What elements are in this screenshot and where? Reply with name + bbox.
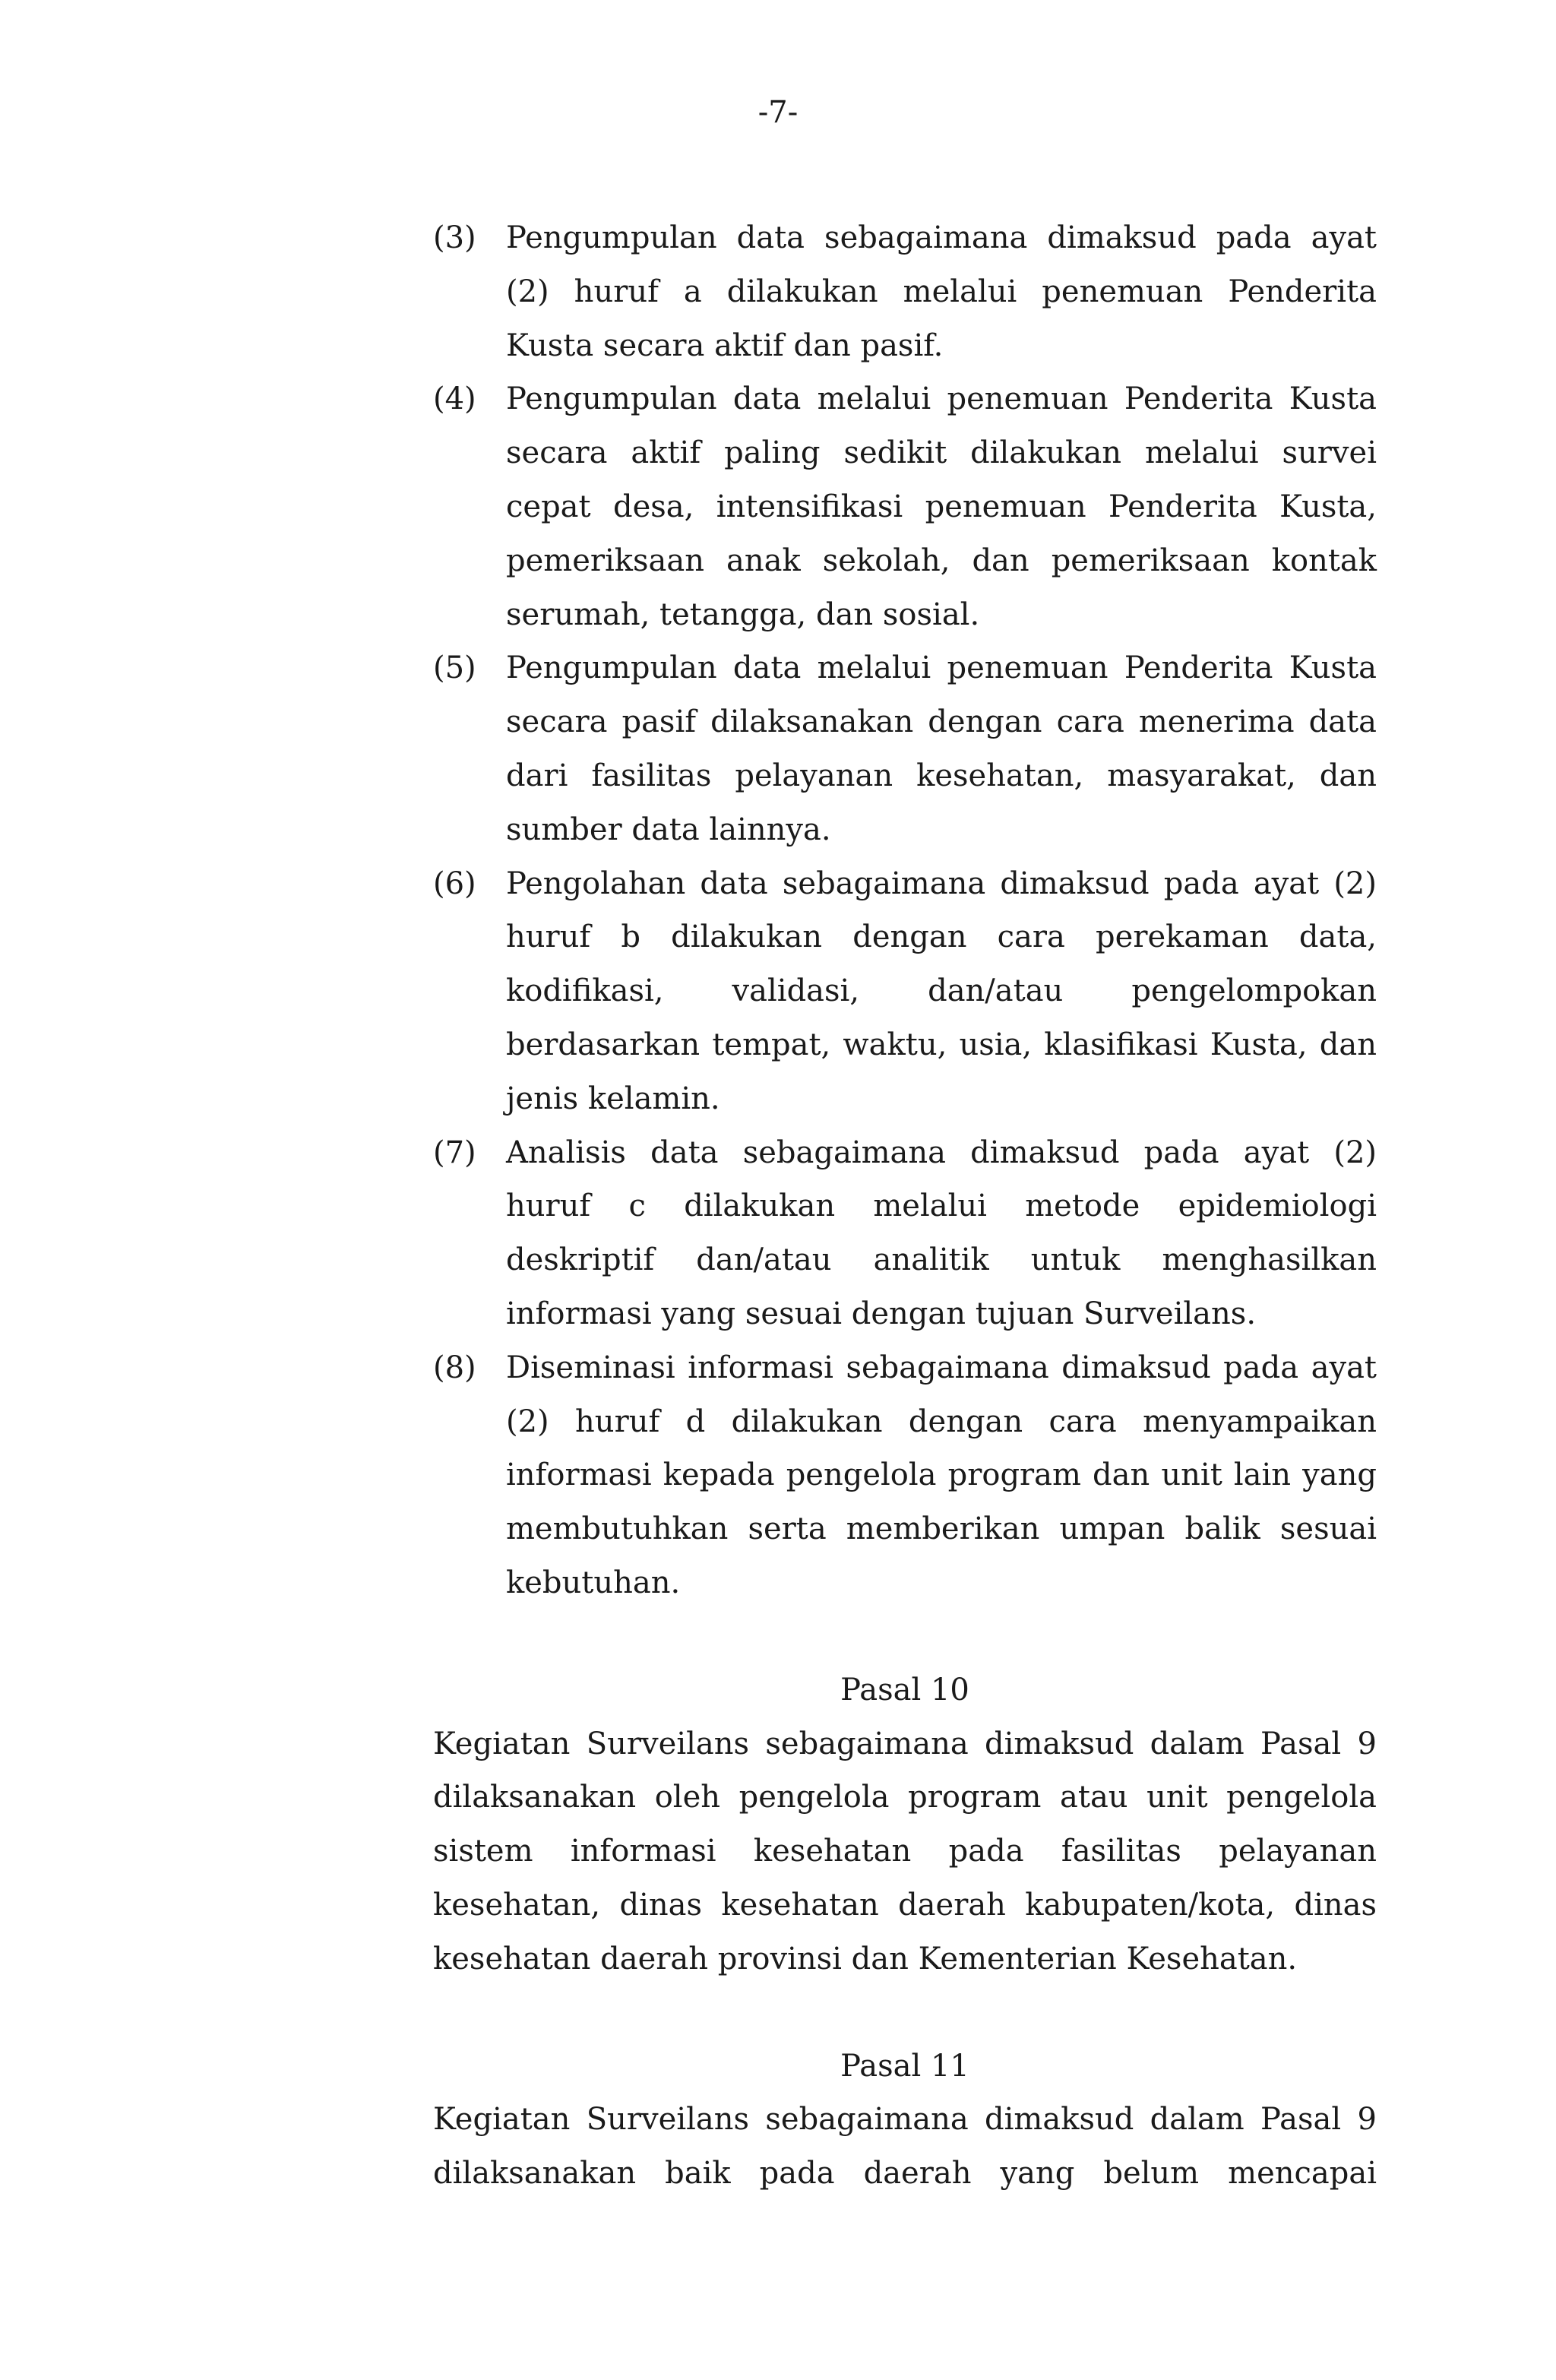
ayat-3 [433, 211, 1377, 372]
pasal-10-title: Pasal 10 [840, 1672, 969, 1707]
ayat-5 [433, 641, 1377, 856]
ayat-text: Pengolahan data sebagaimana dimaksud pada ayat (2) huruf b dilakukan dengan cara perekaman data, kodifikasi, validasi, dan/atau pengelompokan berdasarkan tempat, waktu, usia, klasifikasi Kusta, dan jenis kelamin. [506, 866, 1377, 1116]
ayat-number: (8) [433, 1350, 476, 1385]
ayat-6 [433, 857, 1377, 1126]
document-body [433, 211, 1377, 2201]
ayat-number: (7) [433, 1135, 476, 1170]
ayat-text: Pengumpulan data melalui penemuan Penderita Kusta secara aktif paling sedikit dilakukan melalui survei cepat desa, intensifikasi penemuan Penderita Kusta, pemeriksaan anak sekolah, dan pemeriksaan kontak serumah, tetangga, dan sosial. [506, 381, 1377, 632]
page-number: -7- [757, 95, 799, 130]
ayat-number: (3) [433, 220, 476, 255]
ayat-4 [433, 372, 1377, 641]
pasal-11-title: Pasal 11 [840, 2048, 969, 2084]
ayat-8 [433, 1341, 1377, 1610]
ayat-number: (6) [433, 866, 476, 901]
pasal-10-body: Kegiatan Surveilans sebagaimana dimaksud dalam Pasal 9 dilaksanakan oleh pengelola program atau unit pengelola sistem informasi kesehatan pada fasilitas pelayanan kesehatan, dinas kesehatan daerah kabupaten/kota, dinas kesehatan daerah provinsi dan Kementerian Kesehatan. [433, 1726, 1377, 1976]
ayat-number: (5) [433, 650, 476, 686]
pasal-11-body: Kegiatan Surveilans sebagaimana dimaksud dalam Pasal 9 dilaksanakan baik pada daerah yang belum mencapai [433, 2102, 1377, 2192]
ayat-number: (4) [433, 381, 476, 417]
ayat-text: Analisis data sebagaimana dimaksud pada ayat (2) huruf c dilakukan melalui metode epidemiologi deskriptif dan/atau analitik untuk menghasilkan informasi yang sesuai dengan tujuan Surveilans. [506, 1135, 1377, 1331]
ayat-text: Pengumpulan data sebagaimana dimaksud pada ayat (2) huruf a dilakukan melalui penemuan Penderita Kusta secara aktif dan pasif. [506, 220, 1377, 363]
ayat-text: Diseminasi informasi sebagaimana dimaksud pada ayat (2) huruf d dilakukan dengan cara menyampaikan informasi kepada pengelola program dan unit lain yang membutuhkan serta memberikan umpan balik sesuai kebutuhan. [506, 1350, 1377, 1600]
ayat-text: Pengumpulan data melalui penemuan Penderita Kusta secara pasif dilaksanakan dengan cara menerima data dari fasilitas pelayanan kesehatan, masyarakat, dan sumber data lainnya. [506, 650, 1377, 847]
ayat-7 [433, 1126, 1377, 1341]
